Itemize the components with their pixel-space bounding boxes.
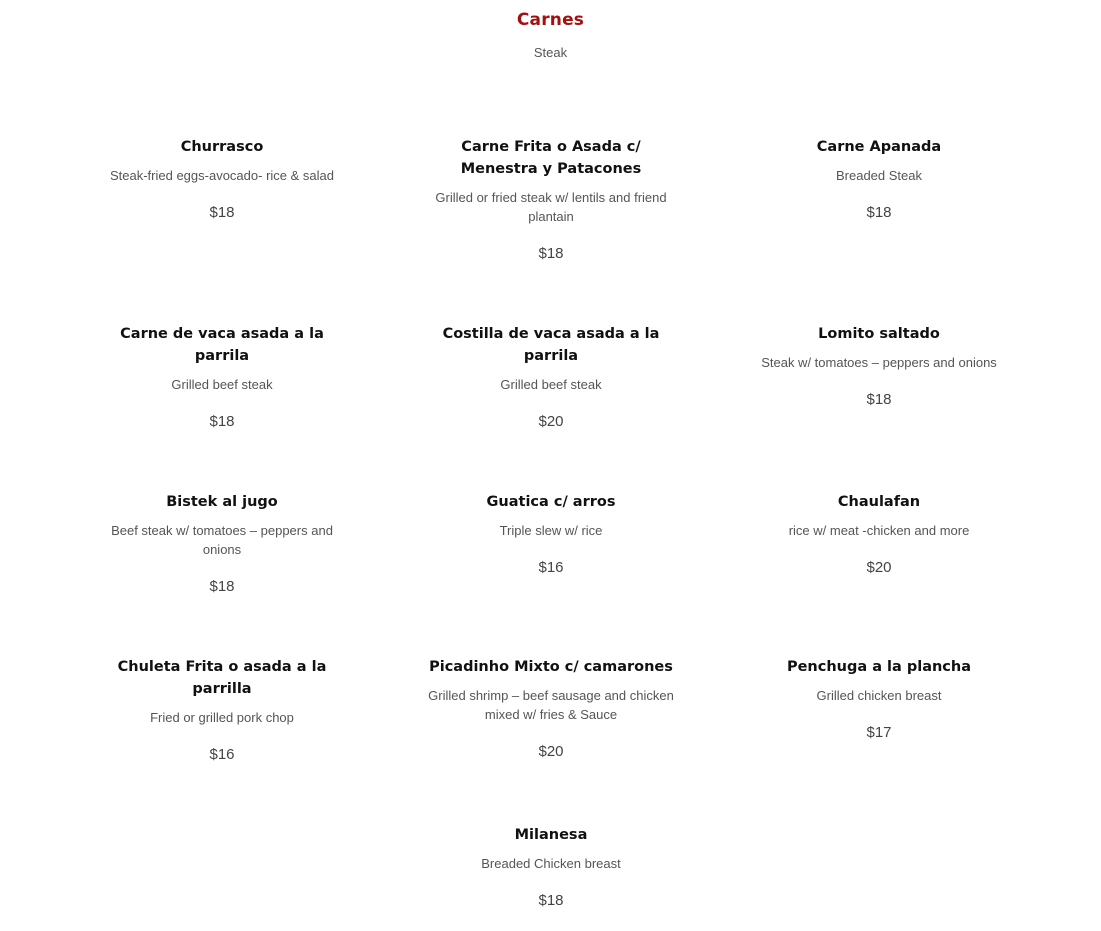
item-price: $18 (866, 391, 892, 408)
menu-item-lomito-saltado (749, 323, 1009, 410)
menu-item-costilla (421, 323, 681, 432)
item-price: $20 (866, 559, 892, 576)
item-description: rice w/ meat -chicken and more (788, 523, 970, 538)
section-title: Carnes (516, 10, 585, 30)
menu-item-churrasco (92, 136, 352, 223)
item-description: Grilled shrimp – beef sausage and chicken mixed w/ fries & Sauce (428, 688, 674, 722)
item-description: Breaded Steak (835, 168, 922, 183)
item-name: Carne de vaca asada a la parrila (120, 326, 324, 364)
menu-item-milanesa (421, 824, 681, 911)
menu-item-picadinho (421, 656, 681, 762)
item-price: $16 (538, 559, 564, 576)
item-description: Steak w/ tomatoes – peppers and onions (761, 355, 997, 370)
item-description: Grilled or fried steak w/ lentils and friend plantain (435, 190, 667, 224)
menu-item-carne-de-vaca (92, 323, 352, 432)
item-name: Picadinho Mixto c/ camarones (429, 659, 673, 675)
item-description: Fried or grilled pork chop (150, 710, 294, 725)
menu-section-header (0, 9, 1101, 61)
item-name: Carne Frita o Asada c/ Menestra y Patacones (460, 139, 642, 177)
item-price: $16 (209, 746, 235, 763)
item-name: Milanesa (514, 827, 588, 843)
item-description: Grilled chicken breast (816, 688, 942, 703)
item-price: $17 (866, 724, 892, 741)
item-price: $18 (538, 892, 564, 909)
item-name: Costilla de vaca asada a la parrila (442, 326, 660, 364)
item-description: Grilled beef steak (500, 377, 602, 392)
item-price: $20 (538, 743, 564, 760)
item-name: Carne Apanada (816, 139, 942, 155)
item-name: Churrasco (180, 139, 264, 155)
menu-item-bistek (92, 491, 352, 597)
item-name: Guatica c/ arros (486, 494, 616, 510)
item-price: $18 (209, 413, 235, 430)
menu-item-penchuga (749, 656, 1009, 743)
item-name: Chaulafan (837, 494, 921, 510)
item-description: Breaded Chicken breast (481, 856, 621, 871)
item-price: $18 (209, 204, 235, 221)
item-description: Triple slew w/ rice (499, 523, 603, 538)
menu-item-guatica (421, 491, 681, 578)
item-price: $18 (538, 245, 564, 262)
item-description: Beef steak w/ tomatoes – peppers and onions (111, 523, 333, 557)
item-name: Lomito saltado (818, 326, 940, 342)
item-description: Grilled beef steak (171, 377, 273, 392)
menu-item-carne-frita (421, 136, 681, 264)
item-description: Steak-fried eggs-avocado- rice & salad (109, 168, 334, 183)
item-price: $18 (866, 204, 892, 221)
item-price: $20 (538, 413, 564, 430)
menu-item-chuleta (92, 656, 352, 765)
menu-item-chaulafan (749, 491, 1009, 578)
item-name: Chuleta Frita o asada a la parrilla (117, 659, 327, 697)
item-price: $18 (209, 578, 235, 595)
item-name: Penchuga a la plancha (786, 659, 972, 675)
item-name: Bistek al jugo (166, 494, 278, 510)
section-subtitle: Steak (533, 45, 568, 60)
menu-item-carne-apanada (749, 136, 1009, 223)
